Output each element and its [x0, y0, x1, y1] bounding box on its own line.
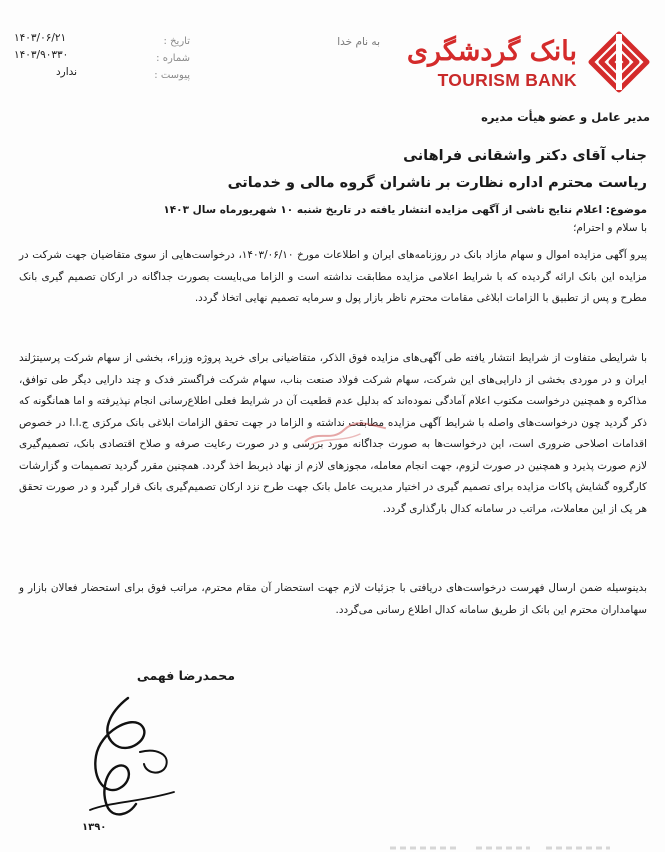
tourism-bank-emblem-icon [587, 30, 651, 94]
bank-name-fa: بانک گردشگری [406, 36, 577, 67]
handwritten-signature-icon [70, 692, 190, 822]
greeting-line: با سلام و احترام؛ [573, 222, 647, 234]
signer-name: محمدرضا فهمی [136, 668, 235, 683]
attachment-value: ندارد [56, 66, 78, 78]
signature-number: ۱۳۹۰ [82, 822, 107, 833]
date-label: تاریخ : [163, 36, 190, 47]
addressee-line: جناب آقای دکتر واشقانی فراهانی [403, 148, 647, 164]
body-paragraph-1: پیرو آگهی مزایده اموال و سهام مازاد بانک در روزنامه‌های ایران و اطلاعات مورخ ۱۴۰۳/۰۶/۱۰، درخواست‌هایی از سوی متقاضیان جهت شرکت در مزایده این بانک ارائه گردیده که با شرایط اعلامی مزایده مطابقت نداشته است و الزاما می‌بایست بصورت جداگانه در ارکان تصمیم گیری بانک مطرح و پس از تطبیق با الزامات ابلاغی مقامات محترم ناظر بازار پول و سرمایه تصمیم نهایی اتخاذ گردد. [19, 249, 647, 304]
body-paragraph-2: با شرایطی متفاوت از شرایط انتشار یافته طی آگهی‌های مزایده فوق الذکر، متقاضیانی برای خرید پروژه وزراء، بخشی از سهام شرکت پرسیتژلند ایران و در موردی بخشی از دارایی‌های این شرکت، سهام شرکت فولاد صنعت بناب، سهام شرکت فراگستر فدک و چند دارایی دیگر طی توافق، مذاکره و همچنین درخواست مکتوب اعلام آمادگی نموده‌اند که بدلیل عدم قطعیت آن در شرایط فعلی اطلاع‌رسانی انجام نپذیرفته و اما همانگونه که ذکر گردید چون درخواست‌های واصله با شرایط آگهی مزایده مطابقت نداشته و الزاما در جهت تحقق الزامات ابلاغی بانک مرکزی ج.ا.ا در خصوص اقدامات اصلاحی ضروری است، این درخواست‌ها به صورت جداگانه مورد بررسی و در صورت رعایت صرفه و صلاح اقتصادی بانک، تصمیم‌گیری لازم صورت پذیرد و همچنین در صورت لزوم، جهت انجام معامله، مجوزهای لازم از نهاد ذیربط اخذ گردد. همچنین مقرر گردید تصمیمات و گزارشات کارگروه گشایش پاکات مزایده برای تصمیم گیری در اختیار مدیریت عامل بانک جهت طرح نزد ارکان تصمیم‌گیری بانک قرار گیرد و در صورت تحقق هر یک از این معاملات، مراتب در سامانه کدال بارگذاری گردد. [19, 352, 647, 515]
bank-logo [406, 30, 651, 96]
letter-meta-labels [120, 33, 190, 84]
bank-name-en: TOURISM BANK [437, 70, 577, 90]
body-paragraph-3: بدینوسیله ضمن ارسال فهرست درخواست‌های دریافتی با جزئیات لازم جهت استحضار آن مقام محترم، مراتب فوق برای استحضار فعالان بازار و سهامداران محترم این بانک از طریق سامانه کدال اطلاع رسانی می‌گردد. [19, 582, 647, 616]
in-gods-name: به نام خدا [337, 36, 380, 48]
cc-line: مدیر عامل و عضو هیأت مدیره [481, 110, 650, 124]
number-label: شماره : [156, 53, 190, 64]
footer-faint-mark-icon [380, 840, 620, 852]
subject-line: موضوع: اعلام نتایج ناشی از آگهی مزایده انتشار یافته در تاریخ شنبه ۱۰ شهریورماه سال ۱۴۰۳ [163, 204, 647, 216]
footer-faint-line [380, 840, 620, 852]
date-value: ۱۴۰۳/۰۶/۲۱ [14, 32, 67, 44]
organization-line: ریاست محترم اداره نظارت بر ناشران گروه مالی و خدماتی [227, 175, 647, 191]
number-value: ۱۴۰۳/۹۰۳۳۰ [14, 49, 69, 61]
attachment-label: پیوست : [154, 70, 190, 81]
letter-meta-values [14, 30, 124, 81]
